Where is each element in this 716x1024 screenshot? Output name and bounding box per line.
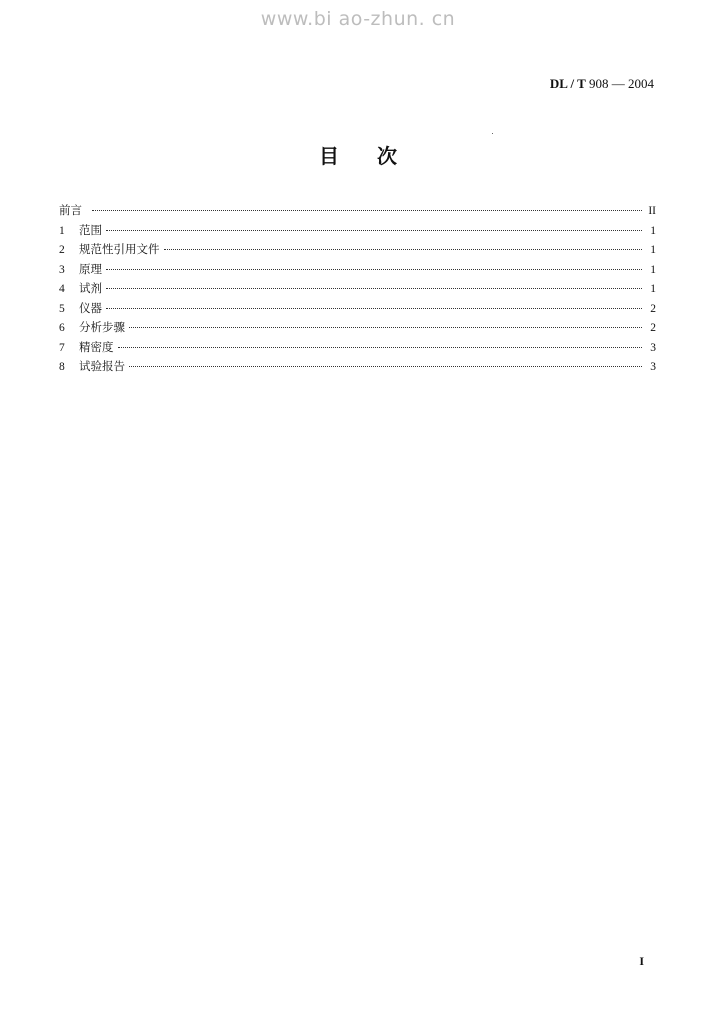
document-code <box>550 76 654 92</box>
toc-entry-title: 前言 <box>59 203 82 217</box>
toc-entry-page: 1 <box>650 244 656 256</box>
toc-entry-page: II <box>648 205 656 217</box>
toc-entry-title: 试剂 <box>79 281 102 295</box>
toc-entry-page: 3 <box>650 361 656 373</box>
toc-entry-number: 1 <box>59 224 65 237</box>
toc-entry-6[interactable] <box>59 319 656 339</box>
toc-entry-number: 2 <box>59 244 65 256</box>
toc-entry-page: 1 <box>650 283 656 295</box>
toc-entry-title: 分析步骤 <box>79 320 125 334</box>
toc-leader-dots <box>92 210 642 211</box>
toc-leader-dots <box>164 249 643 250</box>
toc-entry-page: 2 <box>650 322 656 334</box>
document-code-prefix: DL / T <box>549 76 586 91</box>
toc-entry-4[interactable] <box>59 280 656 300</box>
toc-leader-dots <box>106 269 642 270</box>
toc-entry-8[interactable] <box>59 358 656 378</box>
toc-entry-number: 3 <box>59 263 65 276</box>
watermark: www.bi ao-zhun. cn <box>260 8 456 30</box>
page-title: 目次 <box>319 144 435 168</box>
toc-entry-page: 1 <box>650 263 656 276</box>
toc-leader-dots <box>106 288 642 289</box>
toc-leader-dots <box>118 347 643 348</box>
toc-entry-page: 3 <box>650 341 656 354</box>
toc-entry-number: 4 <box>59 283 65 295</box>
toc-entry-number: 8 <box>59 361 65 373</box>
table-of-contents <box>59 202 656 378</box>
toc-entry-title: 规范性引用文件 <box>79 242 160 256</box>
toc-entry-title: 仪器 <box>79 300 102 315</box>
toc-leader-dots <box>106 308 642 309</box>
toc-entry-page: 2 <box>650 302 656 315</box>
toc-entry-number: 5 <box>59 302 65 315</box>
toc-leader-dots <box>129 327 642 328</box>
toc-entry-2[interactable] <box>59 241 656 261</box>
toc-entry-preface[interactable] <box>59 202 656 222</box>
toc-entry-5[interactable] <box>59 300 656 320</box>
toc-leader-dots <box>129 366 642 367</box>
document-code-number: 908 — 2004 <box>585 76 654 91</box>
toc-entry-3[interactable] <box>59 261 656 281</box>
toc-entry-number: 6 <box>59 322 65 334</box>
toc-entry-1[interactable] <box>59 222 656 242</box>
scan-speck <box>492 133 493 134</box>
toc-entry-title: 精密度 <box>79 339 114 354</box>
toc-entry-title: 试验报告 <box>79 359 125 373</box>
toc-entry-7[interactable] <box>59 339 656 359</box>
page-number: I <box>639 954 644 968</box>
toc-leader-dots <box>106 230 642 231</box>
toc-entry-number: 7 <box>59 341 65 354</box>
toc-entry-page: 1 <box>650 224 656 237</box>
toc-entry-title: 范围 <box>79 222 102 237</box>
toc-entry-title: 原理 <box>79 261 102 276</box>
